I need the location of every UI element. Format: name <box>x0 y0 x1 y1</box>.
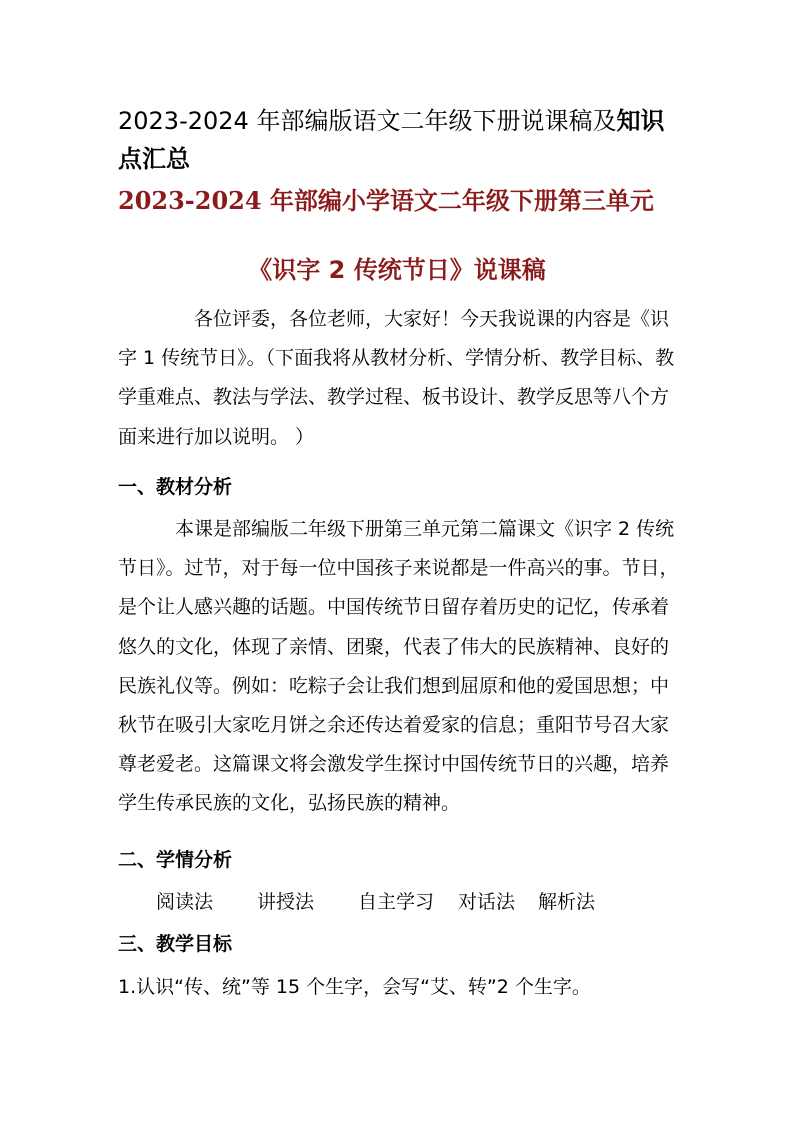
method-item: 对话法 <box>458 891 516 913</box>
document-title-normal: 2023-2024 年部编版语文二年级下册说课稿及 <box>118 107 617 135</box>
unit-heading: 2023-2024 年部编小学语文二年级下册第三单元 <box>118 186 654 215</box>
document-title-bold: 知识点汇总 <box>118 107 665 173</box>
section-heading-material: 一、教材分析 <box>118 476 233 498</box>
section-heading-goals: 三、教学目标 <box>118 933 233 955</box>
method-item: 解析法 <box>538 891 596 913</box>
material-analysis-paragraph: 本课是部编版二年级下册第三单元第二篇课文《识字 2 传统节日》。过节，对于每一位中国孩子来说都是一件高兴的事。节日，是个让人感兴趣的话题。中国传统节日留存着历史的记忆，传承着悠久的文化，体现了亲情、团聚，代表了伟大的民族精神、良好的民族礼仪等。例如：吃粽子会让我们想到屈原和他的爱国思想；中秋节在吸引大家吃月饼之余还传达着爱家的信息；重阳节号召大家尊老爱老。这篇课文将会激发学生探讨中国传统节日的兴趣，培养学生传承民族的文化，弘扬民族的精神。 <box>118 518 679 815</box>
method-item: 自主学习 <box>358 891 435 913</box>
lesson-heading: 《识字 2 传统节日》说课稿 <box>248 256 546 284</box>
method-item: 讲授法 <box>257 891 315 913</box>
method-item: 阅读法 <box>156 891 214 913</box>
intro-paragraph: 各位评委，各位老师，大家好！今天我说课的内容是《识字 1 传统节日》。（下面我将从教材分析、学情分析、教学目标、教学重难点、教法与学法、教学过程、板书设计、教学反思等八个方面来进行加以说明。 ） <box>118 308 675 448</box>
teaching-methods-list <box>118 887 684 917</box>
goal-item-1: 1.认识“传、统”等 15 个生字，会写“艾、转”2 个生字。 <box>118 976 591 998</box>
section-heading-students: 二、学情分析 <box>118 849 233 871</box>
document-title <box>118 102 688 178</box>
